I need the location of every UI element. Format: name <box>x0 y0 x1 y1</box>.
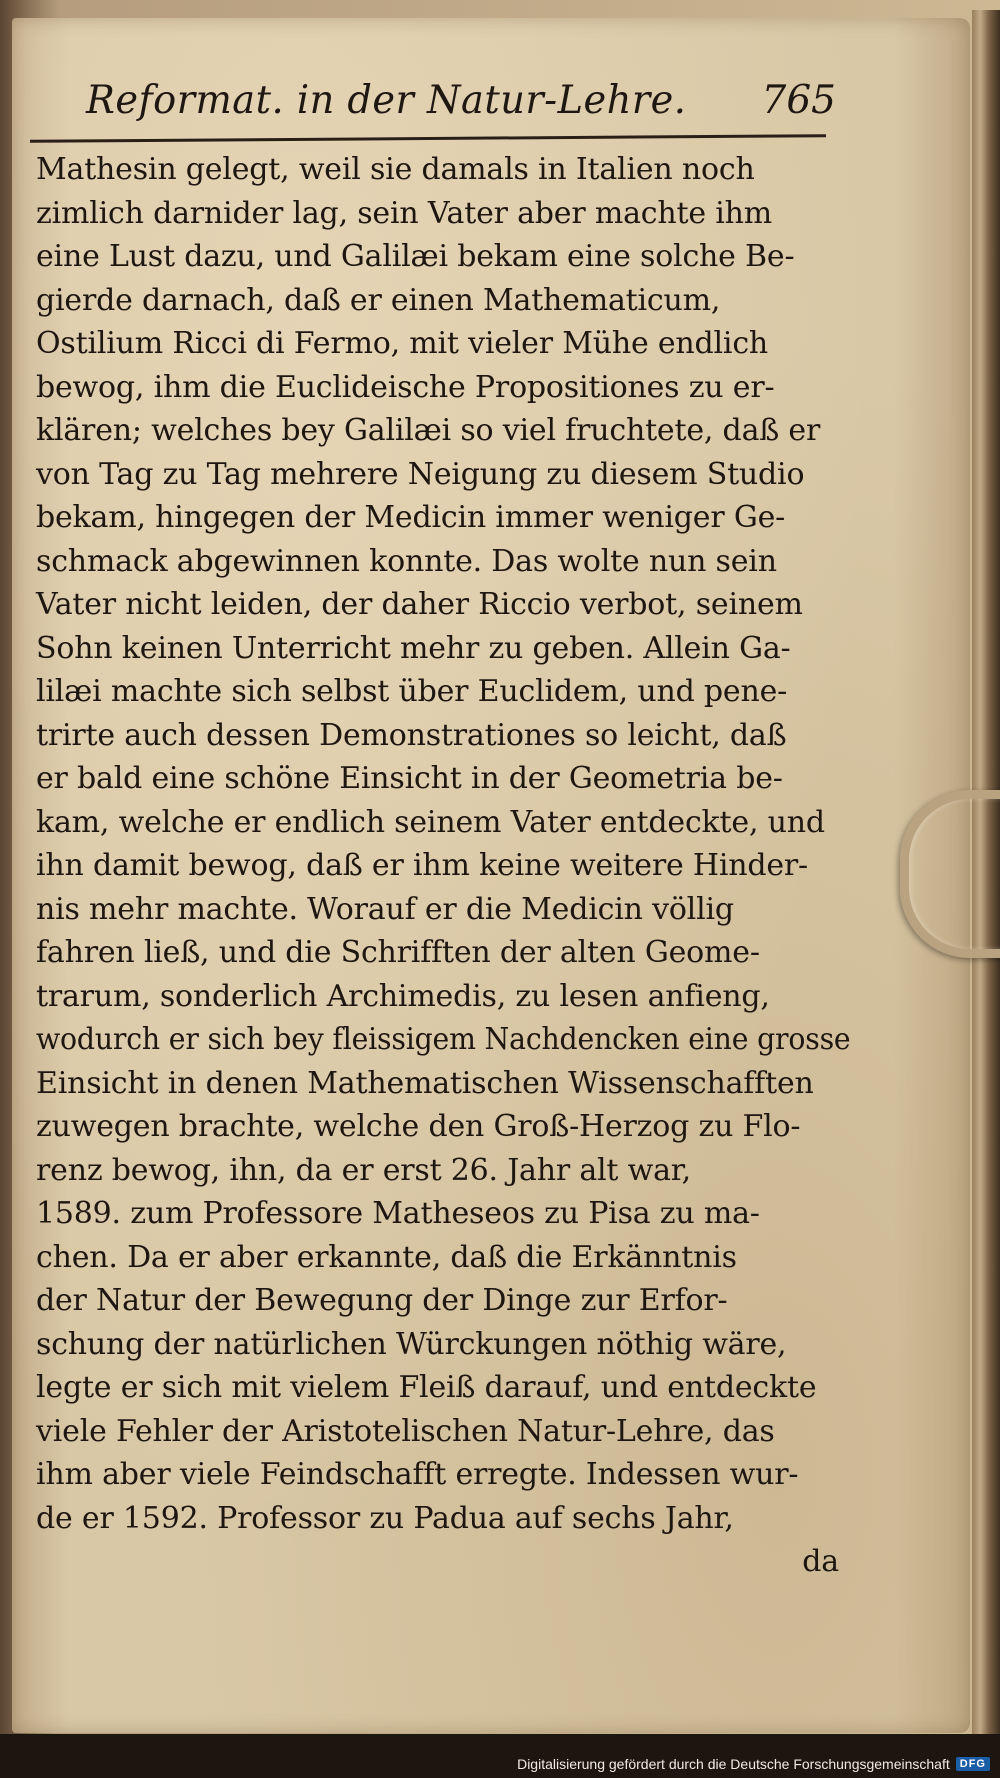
text-line: bewog, ihm die Euclideische Propositiones zu er- <box>36 369 775 405</box>
text-line: trirte auch dessen Demonstrationes so leicht, daß <box>36 717 787 753</box>
digitization-credit <box>517 1756 990 1772</box>
text-line: zimlich darnider lag, sein Vater aber machte ihm <box>36 195 773 231</box>
text-line: fahren ließ, und die Schrifften der alten Geome- <box>36 935 760 970</box>
text-line: Mathesin gelegt, weil sie damals in Italien noch <box>36 152 755 187</box>
text-line: chen. Da er aber erkannte, daß die Erkänntnis <box>36 1239 737 1275</box>
catchword: da <box>802 1544 839 1579</box>
credit-text: Digitalisierung gefördert durch die Deutsche Forschungsgemeinschaft <box>517 1756 950 1772</box>
text-line: schmack abgewinnen konnte. Das wolte nun sein <box>36 543 777 579</box>
text-line: er bald eine schöne Einsicht in der Geometria be- <box>36 761 783 796</box>
text-line: gierde darnach, daß er einen Mathematicum, <box>36 282 721 318</box>
page-number: 765 <box>761 78 836 123</box>
text-line: Vater nicht leiden, der daher Riccio verbot, seinem <box>36 587 803 622</box>
text-line: eine Lust dazu, und Galilæi bekam eine solche Be- <box>36 239 795 274</box>
text-line: lilæi machte sich selbst über Euclidem, und pene- <box>36 674 788 709</box>
text-line: trarum, sonderlich Archimedis, zu lesen anfieng, <box>36 978 770 1014</box>
footer-band <box>0 1734 1000 1778</box>
text-line: bekam, hingegen der Medicin immer weniger Ge- <box>36 500 786 535</box>
text-line: viele Fehler der Aristotelischen Natur-Lehre, das <box>36 1413 775 1449</box>
text-line: von Tag zu Tag mehrere Neigung zu diesem Studio <box>36 456 805 492</box>
text-line: kam, welche er endlich seinem Vater entdeckte, und <box>36 804 825 840</box>
running-head-title: Reformat. in der Natur-Lehre. <box>86 78 687 123</box>
text-line: zuwegen brachte, welche den Groß-Herzog zu Flo- <box>36 1109 801 1144</box>
text-line: Sohn keinen Unterricht mehr zu geben. Allein Ga- <box>36 630 791 666</box>
dfg-logo: DFG <box>956 1757 990 1771</box>
running-head <box>86 78 836 140</box>
text-line: klären; welches bey Galilæi so viel fruchtete, daß er <box>36 413 821 448</box>
text-line: der Natur der Bewegung der Dinge zur Erfor- <box>36 1283 728 1318</box>
text-line: ihm aber viele Feindschafft erregte. Indessen wur- <box>36 1457 799 1492</box>
text-line: Ostilium Ricci di Fermo, mit vieler Mühe endlich <box>36 326 769 361</box>
body-text <box>36 148 851 1584</box>
text-line: schung der natürlichen Würckungen nöthig wäre, <box>36 1326 787 1362</box>
text-line: legte er sich mit vielem Fleiß darauf, und entdeckte <box>36 1370 817 1405</box>
text-line: Einsicht in denen Mathematischen Wissenschafften <box>36 1065 814 1101</box>
text-line: ihn damit bewog, daß er ihm keine weitere Hinder- <box>36 848 808 883</box>
text-line: nis mehr machte. Worauf er die Medicin völlig <box>36 891 734 927</box>
text-line: 1589. zum Professore Matheseos zu Pisa zu ma- <box>36 1196 760 1231</box>
text-line: renz bewog, ihn, da er erst 26. Jahr alt war, <box>36 1152 691 1188</box>
text-line: wodurch er sich bey fleissigem Nachdencken eine grosse <box>36 1022 851 1057</box>
text-line: de er 1592. Professor zu Padua auf sechs Jahr, <box>36 1500 734 1536</box>
